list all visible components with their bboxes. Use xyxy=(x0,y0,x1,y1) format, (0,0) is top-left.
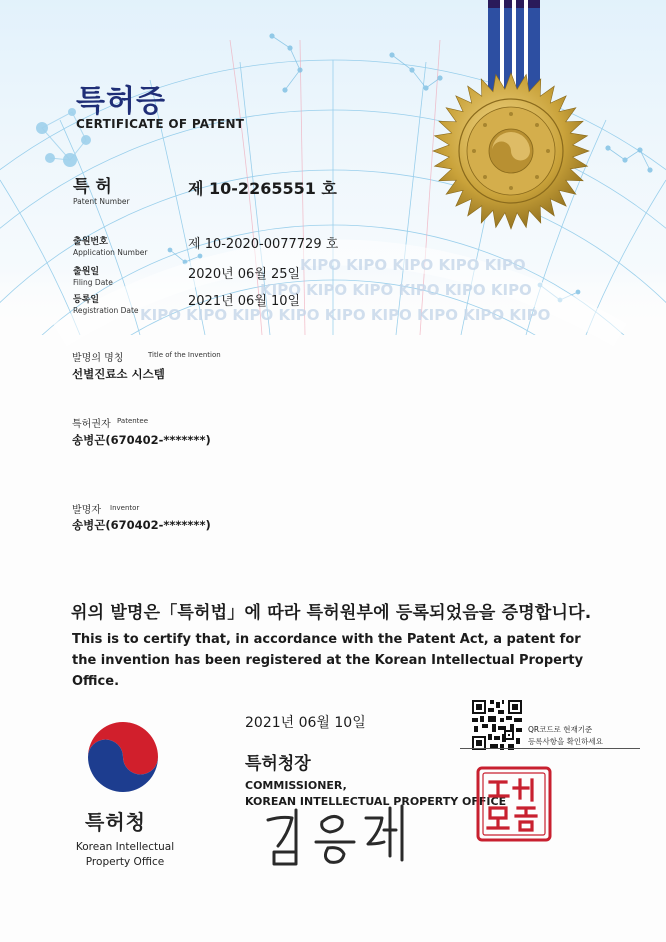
invention-title-label: 발명의 명칭 xyxy=(72,353,124,364)
qr-instruction-line1: QR코드로 현재기준 xyxy=(528,725,593,734)
patentee-value: 송병곤(670402-*******) xyxy=(72,433,211,447)
commissioner-title-ko: 특허청장 xyxy=(245,754,311,774)
organization-name-en-line1: Korean Intellectual xyxy=(75,841,175,853)
office-name-en: KOREAN INTELLECTUAL PROPERTY OFFICE xyxy=(245,795,507,808)
patent-number-label-en: Patent Number xyxy=(73,197,130,206)
invention-title-label-en: Title of the Invention xyxy=(148,351,221,359)
application-number-label: 출원번호 xyxy=(73,237,108,247)
filing-date-label: 출원일 xyxy=(73,267,100,277)
divider-line xyxy=(460,748,640,749)
filing-date-value: 2020년 06월 25일 xyxy=(188,267,301,282)
registration-date-label-en: Registration Date xyxy=(73,306,139,315)
application-number-label-en: Application Number xyxy=(73,248,148,257)
watermark-text: KIPO KIPO KIPO KIPO KIPO KIPO KIPO KIPO KIPO xyxy=(140,306,551,324)
organization-name-ko: 특허청 xyxy=(85,810,146,834)
patent-number-label: 특 허 xyxy=(73,177,112,197)
issue-date: 2021년 06월 10일 xyxy=(245,715,366,731)
organization-name-en-line2: Property Office xyxy=(85,856,165,868)
inventor-value: 송병곤(670402-*******) xyxy=(72,518,211,532)
patent-number-value: 제 10-2265551 호 xyxy=(188,179,337,198)
organization-name-en xyxy=(70,840,180,870)
commissioner-signature xyxy=(262,800,412,870)
invention-title-value: 선별진료소 시스템 xyxy=(72,367,165,381)
gold-seal-icon xyxy=(432,72,590,230)
official-stamp-icon xyxy=(476,766,552,842)
certification-statement-en: This is to certify that, in accordance with the Patent Act, a patent for the invention has been registered at the Korean Intellectual Property Office. xyxy=(72,632,584,689)
inventor-label-en: Inventor xyxy=(110,504,140,512)
registration-date-label: 등록일 xyxy=(73,295,100,305)
patentee-label-en: Patentee xyxy=(117,417,149,425)
patentee-label: 특허권자 xyxy=(72,419,111,430)
qr-instruction xyxy=(528,724,603,748)
kipo-logo-icon xyxy=(84,718,162,796)
inventor-label: 발명자 xyxy=(72,505,101,516)
qr-instruction-line2: 등록사항을 확인하세요 xyxy=(528,737,603,746)
filing-date-label-en: Filing Date xyxy=(73,278,113,287)
registration-date-value: 2021년 06월 10일 xyxy=(188,294,301,309)
certificate-title-en: CERTIFICATE OF PATENT xyxy=(76,117,245,131)
watermark-text: KIPO KIPO KIPO KIPO KIPO KIPO xyxy=(260,281,532,299)
watermark-text: KIPO KIPO KIPO KIPO KIPO xyxy=(300,256,526,274)
qr-code-icon[interactable] xyxy=(472,700,522,750)
certificate-title: 특허증 xyxy=(76,84,166,119)
commissioner-title-en: COMMISSIONER, xyxy=(245,779,347,792)
certification-statement-ko: 위의 발명은「특허법」에 따라 특허원부에 등록되었음을 증명합니다. xyxy=(71,603,592,623)
application-number-value: 제 10-2020-0077729 호 xyxy=(188,237,339,252)
